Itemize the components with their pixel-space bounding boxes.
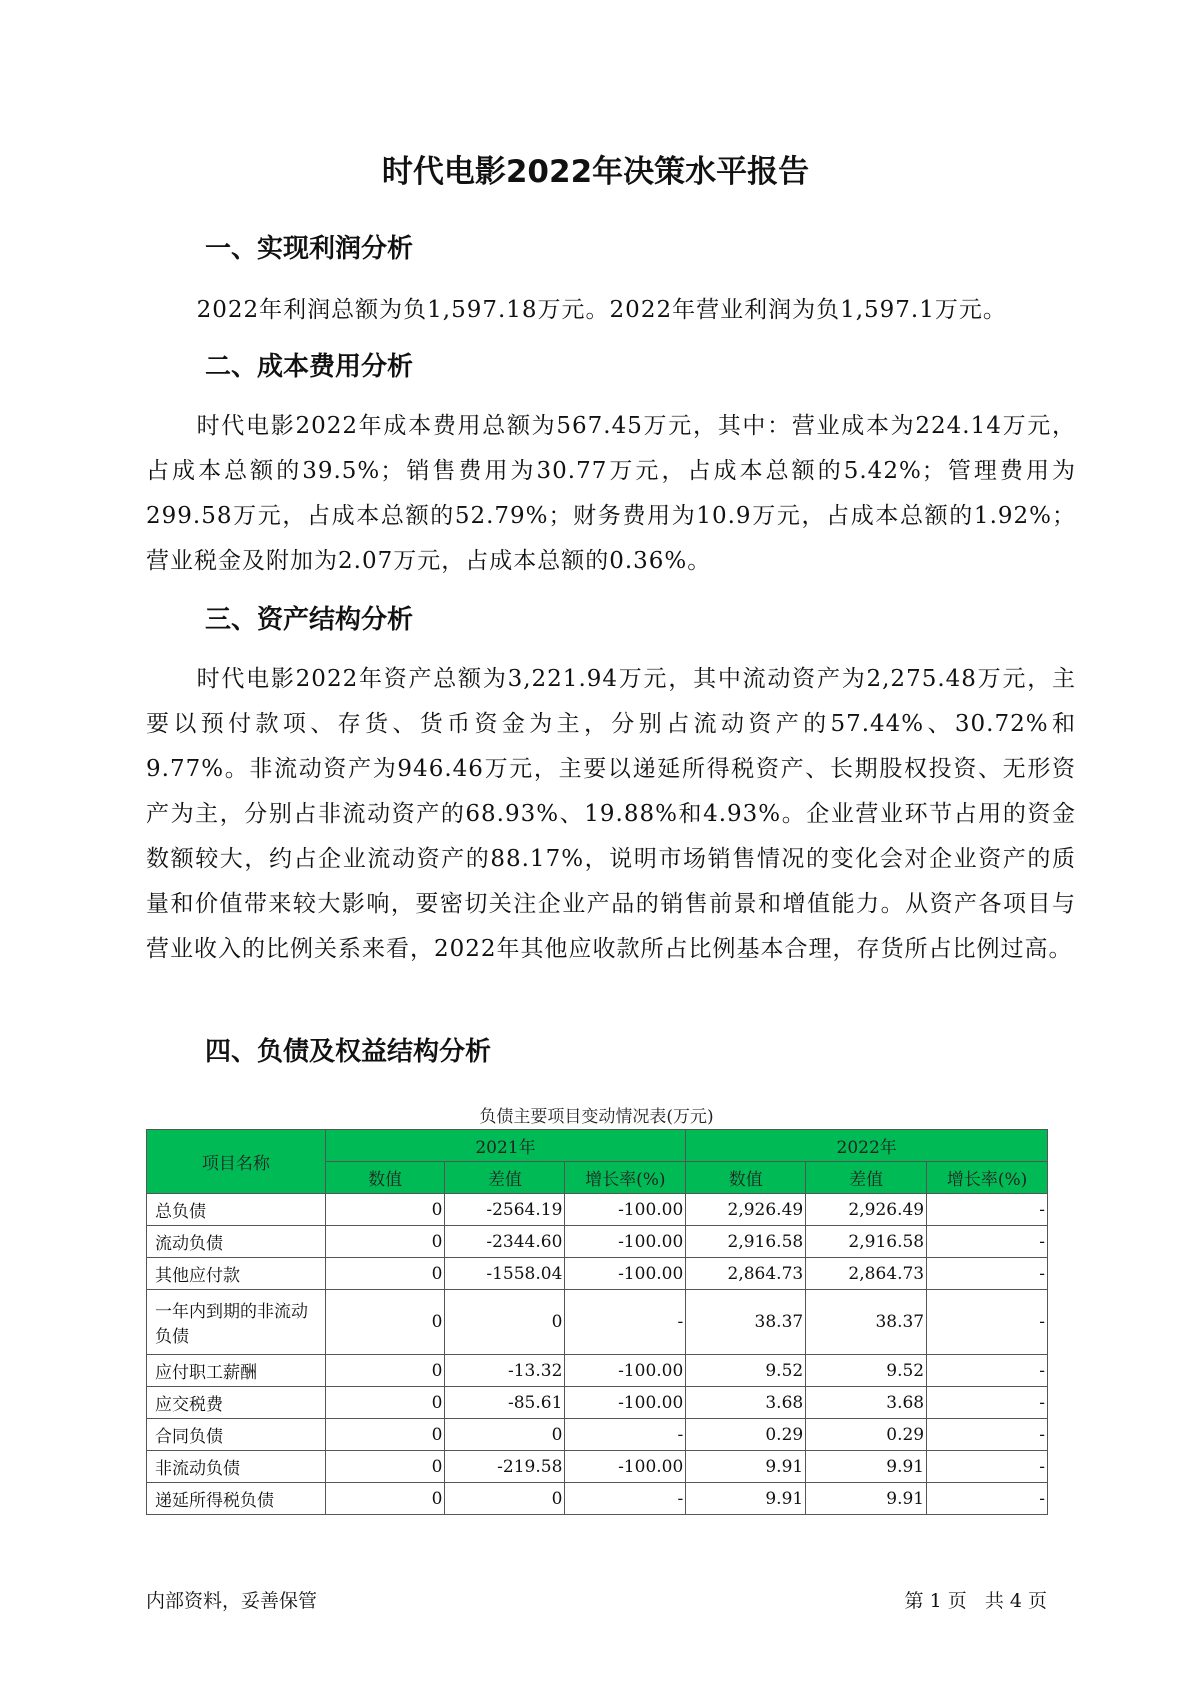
value-cell: 9.91 xyxy=(686,1451,806,1483)
value-cell: -1558.04 xyxy=(445,1258,565,1290)
table-row xyxy=(147,1355,1048,1387)
section-heading-assets: 三、资产结构分析 xyxy=(205,605,414,635)
value-cell: - xyxy=(927,1290,1048,1355)
header-year-2021: 2021年 xyxy=(325,1130,686,1162)
value-cell: 38.37 xyxy=(686,1290,806,1355)
value-cell: 0 xyxy=(325,1226,445,1258)
value-cell: 2,926.49 xyxy=(686,1194,806,1226)
table-row xyxy=(147,1387,1048,1419)
table-row xyxy=(147,1194,1048,1226)
value-cell: - xyxy=(565,1419,686,1451)
table-row xyxy=(147,1258,1048,1290)
value-cell: 2,926.49 xyxy=(806,1194,927,1226)
row-name-cell: 应付职工薪酬 xyxy=(147,1355,326,1387)
section-text-cost: 时代电影2022年成本费用总额为567.45万元，其中：营业成本为224.14万元，占成本总额的39.5%；销售费用为30.77万元，占成本总额的5.42%；管理费用为299.58万元，占成本总额的52.79%；财务费用为10.9万元，占成本总额的1.92%；营业税金及附加为2.07万元，占成本总额的0.36%。 xyxy=(146,413,1076,574)
value-cell: - xyxy=(927,1355,1048,1387)
liabilities-table xyxy=(146,1129,1048,1515)
value-cell: -219.58 xyxy=(445,1451,565,1483)
value-cell: - xyxy=(927,1226,1048,1258)
row-name-cell: 应交税费 xyxy=(147,1387,326,1419)
row-name-cell: 其他应付款 xyxy=(147,1258,326,1290)
footer-confidential: 内部资料，妥善保管 xyxy=(146,1590,318,1612)
value-cell: -100.00 xyxy=(565,1194,686,1226)
value-cell: 0 xyxy=(325,1194,445,1226)
header-growth: 增长率(%) xyxy=(927,1162,1048,1194)
value-cell: 0 xyxy=(445,1483,565,1515)
value-cell: -100.00 xyxy=(565,1387,686,1419)
row-name-cell: 流动负债 xyxy=(147,1226,326,1258)
value-cell: - xyxy=(927,1451,1048,1483)
value-cell: -2344.60 xyxy=(445,1226,565,1258)
page-number: 第 1 页 共 4 页 xyxy=(904,1590,1047,1612)
value-cell: 0 xyxy=(325,1258,445,1290)
value-cell: 0 xyxy=(325,1451,445,1483)
row-name-cell: 非流动负债 xyxy=(147,1451,326,1483)
value-cell: -2564.19 xyxy=(445,1194,565,1226)
section-heading-profit: 一、实现利润分析 xyxy=(205,234,414,264)
value-cell: 2,864.73 xyxy=(686,1258,806,1290)
value-cell: 0 xyxy=(325,1483,445,1515)
value-cell: 9.52 xyxy=(686,1355,806,1387)
value-cell: 38.37 xyxy=(806,1290,927,1355)
value-cell: - xyxy=(927,1419,1048,1451)
header-growth: 增长率(%) xyxy=(565,1162,686,1194)
value-cell: -13.32 xyxy=(445,1355,565,1387)
row-name-cell: 一年内到期的非流动负债 xyxy=(147,1290,326,1355)
header-item-name: 项目名称 xyxy=(147,1130,326,1194)
header-value: 数值 xyxy=(325,1162,445,1194)
value-cell: 2,864.73 xyxy=(806,1258,927,1290)
row-name-cell: 合同负债 xyxy=(147,1419,326,1451)
value-cell: 0 xyxy=(325,1290,445,1355)
value-cell: 2,916.58 xyxy=(686,1226,806,1258)
value-cell: 0.29 xyxy=(686,1419,806,1451)
header-diff: 差值 xyxy=(806,1162,927,1194)
section-heading-cost: 二、成本费用分析 xyxy=(205,352,414,382)
table-row xyxy=(147,1226,1048,1258)
table-row xyxy=(147,1419,1048,1451)
table-caption: 负债主要项目变动情况表(万元) xyxy=(479,1107,714,1127)
header-diff: 差值 xyxy=(445,1162,565,1194)
table-row xyxy=(147,1451,1048,1483)
value-cell: - xyxy=(565,1290,686,1355)
header-year-2022: 2022年 xyxy=(686,1130,1048,1162)
value-cell: -100.00 xyxy=(565,1226,686,1258)
value-cell: -100.00 xyxy=(565,1258,686,1290)
value-cell: 0 xyxy=(325,1419,445,1451)
value-cell: 3.68 xyxy=(686,1387,806,1419)
value-cell: 3.68 xyxy=(806,1387,927,1419)
value-cell: 2,916.58 xyxy=(806,1226,927,1258)
value-cell: - xyxy=(927,1258,1048,1290)
value-cell: 9.91 xyxy=(806,1451,927,1483)
table-row xyxy=(147,1483,1048,1515)
table-row xyxy=(147,1290,1048,1355)
value-cell: 9.91 xyxy=(806,1483,927,1515)
value-cell: 0 xyxy=(445,1290,565,1355)
section-text-assets: 时代电影2022年资产总额为3,221.94万元，其中流动资产为2,275.48万元，主要以预付款项、存货、货币资金为主，分别占流动资产的57.44%、30.72%和9.77%。非流动资产为946.46万元，主要以递延所得税资产、长期股权投资、无形资产为主，分别占非流动资产的68.93%、19.88%和4.93%。企业营业环节占用的资金数额较大，约占企业流动资产的88.17%，说明市场销售情况的变化会对企业资产的质量和价值带来较大影响，要密切关注企业产品的销售前景和增值能力。从资产各项目与营业收入的比例关系来看，2022年其他应收款所占比例基本合理，存货所占比例过高。 xyxy=(146,666,1076,962)
value-cell: - xyxy=(927,1483,1048,1515)
header-value: 数值 xyxy=(686,1162,806,1194)
section-text-profit: 2022年利润总额为负1,597.18万元。2022年营业利润为负1,597.1万元。 xyxy=(196,297,1007,323)
row-name-cell: 递延所得税负债 xyxy=(147,1483,326,1515)
value-cell: 9.91 xyxy=(686,1483,806,1515)
value-cell: - xyxy=(927,1194,1048,1226)
value-cell: 9.52 xyxy=(806,1355,927,1387)
value-cell: 0 xyxy=(325,1387,445,1419)
value-cell: 0.29 xyxy=(806,1419,927,1451)
value-cell: -100.00 xyxy=(565,1355,686,1387)
value-cell: -100.00 xyxy=(565,1451,686,1483)
section-heading-liabilities: 四、负债及权益结构分析 xyxy=(205,1037,492,1067)
value-cell: 0 xyxy=(325,1355,445,1387)
value-cell: -85.61 xyxy=(445,1387,565,1419)
row-name-cell: 总负债 xyxy=(147,1194,326,1226)
value-cell: - xyxy=(565,1483,686,1515)
value-cell: - xyxy=(927,1387,1048,1419)
page-title: 时代电影2022年决策水平报告 xyxy=(381,154,810,190)
value-cell: 0 xyxy=(445,1419,565,1451)
